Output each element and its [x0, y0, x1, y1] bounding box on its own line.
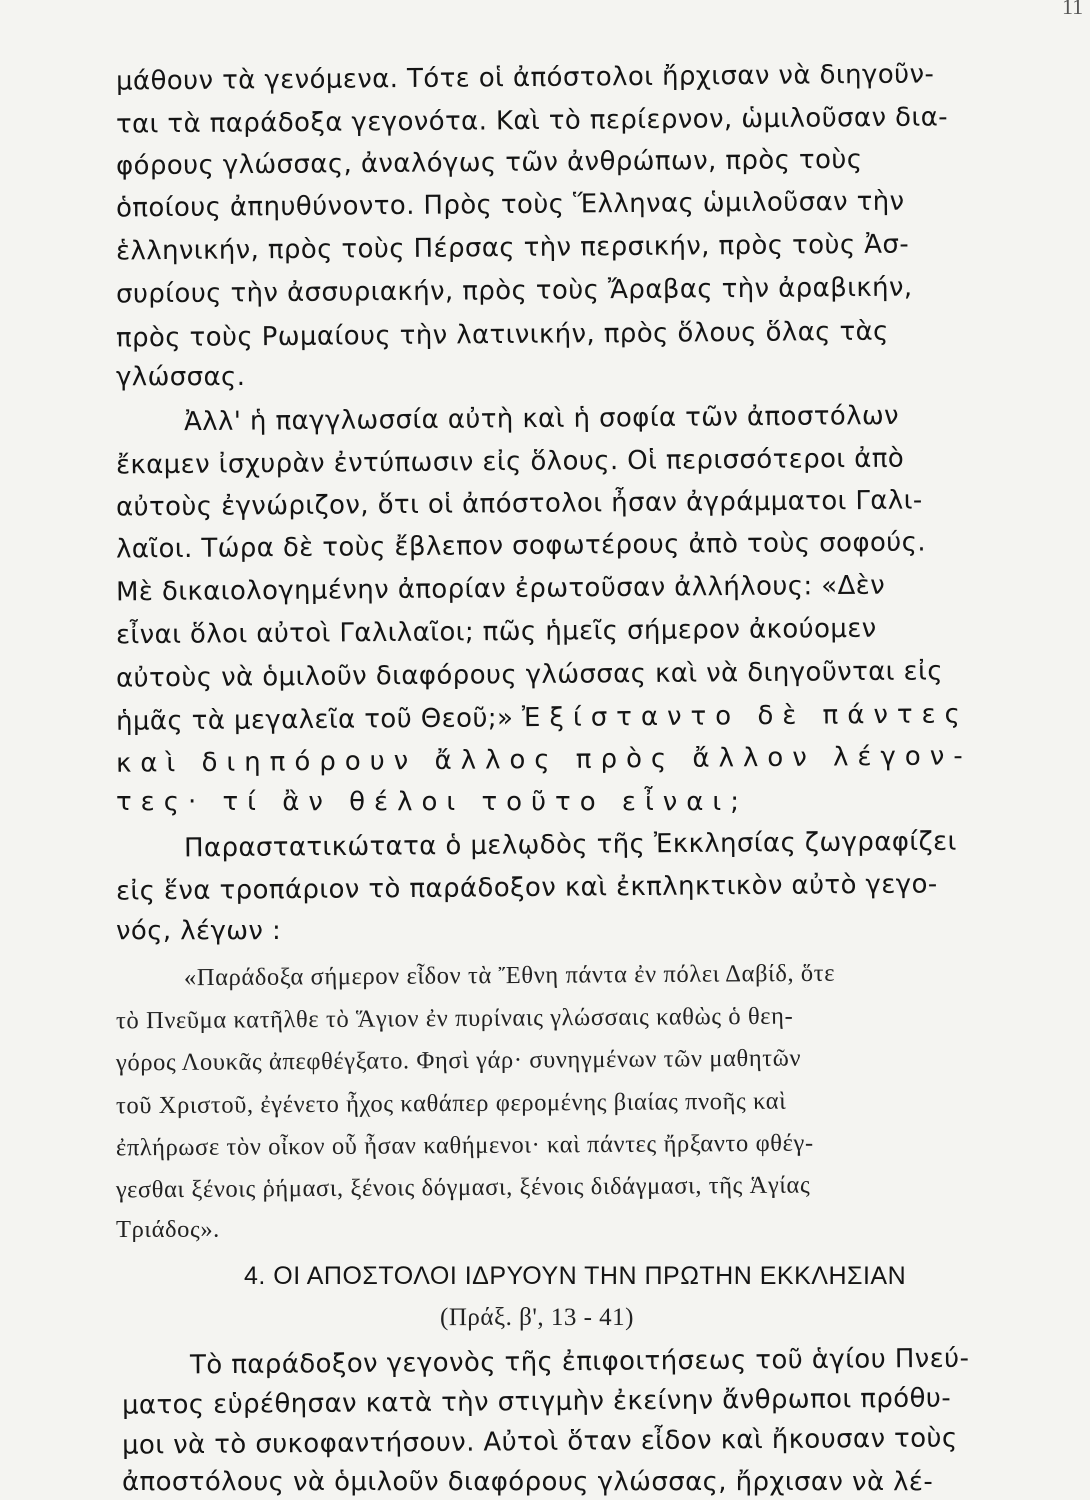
- quote-line: «Παράδοξα σήμερον εἶδον τὰ Ἔθνη πάντα ἐν πόλει Δαβίδ, ὅτε: [183, 959, 836, 992]
- text-line: ἔκαμεν ἰσχυρὰν ἐντύπωσιν εἰς ὅλους. Οἱ περισσότεροι ἀπὸ: [115, 443, 905, 481]
- text-line: [116, 698, 969, 737]
- text-line: φόρους γλώσσας, ἀναλόγως τῶν ἀνθρώπων, πρὸς τοὺς: [115, 144, 863, 182]
- section-heading: 4. ΟΙ ΑΠΟΣΤΟΛΟΙ ΙΔΡΥΟΥΝ ΤΗΝ ΠΡΩΤΗΝ ΕΚΚΛΗΣΙΑΝ: [244, 1262, 907, 1290]
- text-line: ματος εὑρέθησαν κατὰ τὴν στιγμὴν ἐκείνην ἄνθρωποι πρόθυ-: [121, 1383, 952, 1421]
- text-segment: ἡμᾶς τὰ μεγαλεῖα τοῦ Θεοῦ;»: [115, 703, 523, 737]
- quote-line: τὸ Πνεῦμα κατῆλθε τὸ Ἅγιον ἐν πυρίναις γλώσσαις καθὼς ὁ θεη-: [115, 1002, 794, 1035]
- quote-line: ἐπλήρωσε τὸν οἶκον οὗ ἦσαν καθήμενοι· καὶ πάντες ἤρξαντο φθέγ-: [115, 1129, 814, 1162]
- text-line: εἶναι ὅλοι αὐτοὶ Γαλιλαῖοι; πῶς ἡμεῖς σήμερον ἀκούομεν: [115, 613, 877, 651]
- text-line: εἰς ἕνα τροπάριον τὸ παράδοξον καὶ ἐκπληκτικὸν αὐτὸ γεγο-: [115, 869, 938, 907]
- spaced-text-segment: Ἐξίσταντο δὲ πάντες: [521, 699, 970, 734]
- text-line: συρίους τὴν ἀσσυριακήν, πρὸς τοὺς Ἄραβας τὴν ἀραβικήν,: [115, 272, 913, 310]
- text-line: ἑλληνικήν, πρὸς τοὺς Πέρσας τὴν περσικήν, πρὸς τοὺς Ἀσ-: [115, 229, 910, 267]
- text-line: Μὲ δικαιολογημένην ἀπορίαν ἐρωτοῦσαν ἀλλήλους: «Δὲν: [115, 570, 886, 608]
- quote-line: τοῦ Χριστοῦ, ἐγένετο ἦχος καθάπερ φερομένης βιαίας πνοῆς καὶ: [115, 1087, 787, 1120]
- page-number: 11: [1062, 0, 1084, 19]
- text-line: Ἀλλ' ἡ παγγλωσσία αὐτὴ καὶ ἡ σοφία τῶν ἀποστόλων: [183, 400, 900, 438]
- section-reference: (Πράξ. β', 13 - 41): [440, 1304, 634, 1331]
- text-line: Παραστατικώτατα ὁ μελῳδὸς τῆς Ἐκκλησίας ζωγραφίζει: [183, 826, 957, 864]
- text-line: ται τὰ παράδοξα γεγονότα. Καὶ τὸ περίερνον, ὡμιλοῦσαν δια-: [115, 102, 949, 140]
- text-line: αὐτοὺς νὰ ὁμιλοῦν διαφόρους γλώσσας καὶ νὰ διηγοῦνται εἰς: [115, 656, 944, 694]
- text-line: νός, λέγων :: [116, 916, 282, 946]
- spaced-text-line: καὶ διηπόρουν ἄλλος πρὸς ἄλλον λέγον-: [115, 741, 972, 779]
- text-line: λαῖοι. Τώρα δὲ τοὺς ἔβλεπον σοφωτέρους ἀπὸ τοὺς σοφούς.: [115, 527, 927, 565]
- text-line: αὐτοὺς ἐγνώριζον, ὅτι οἱ ἀπόστολοι ἦσαν ἀγράμματοι Γαλι-: [115, 485, 923, 523]
- text-line: μάθουν τὰ γενόμενα. Τότε οἱ ἀπόστολοι ἤρχισαν νὰ διηγοῦν-: [115, 59, 935, 97]
- text-line: ὁποίους ἀπηυθύνοντο. Πρὸς τοὺς Ἕλληνας ὡμιλοῦσαν τὴν: [115, 186, 905, 224]
- text-line: Τὸ παράδοξον γεγονὸς τῆς ἐπιφοιτήσεως τοῦ ἁγίου Πνεύ-: [189, 1343, 970, 1381]
- text-line: ἀποστόλους νὰ ὁμιλοῦν διαφόρους γλώσσας, ἤρχισαν νὰ λέ-: [122, 1467, 934, 1497]
- text-line: γλώσσας.: [116, 362, 246, 392]
- quote-line: γεσθαι ξένοις ῥήμασι, ξένοις δόγμασι, ξένοις διδάγμασι, τῆς Ἁγίας: [115, 1171, 811, 1204]
- text-line: μοι νὰ τὸ συκοφαντήσουν. Αὐτοὶ ὅταν εἶδον καὶ ἤκουσαν τοὺς: [121, 1423, 958, 1461]
- quote-line: Τριάδος».: [116, 1216, 220, 1243]
- quote-line: γόρος Λουκᾶς ἀπεφθέγξατο. Φησὶ γάρ· συνηγμένων τῶν μαθητῶν: [115, 1044, 802, 1077]
- text-line: πρὸς τοὺς Ρωμαίους τὴν λατινικήν, πρὸς ὅλους ὅλας τὰς: [115, 316, 889, 354]
- spaced-text-line: τες· τί ἂν θέλοι τοῦτο εἶναι;: [116, 787, 748, 817]
